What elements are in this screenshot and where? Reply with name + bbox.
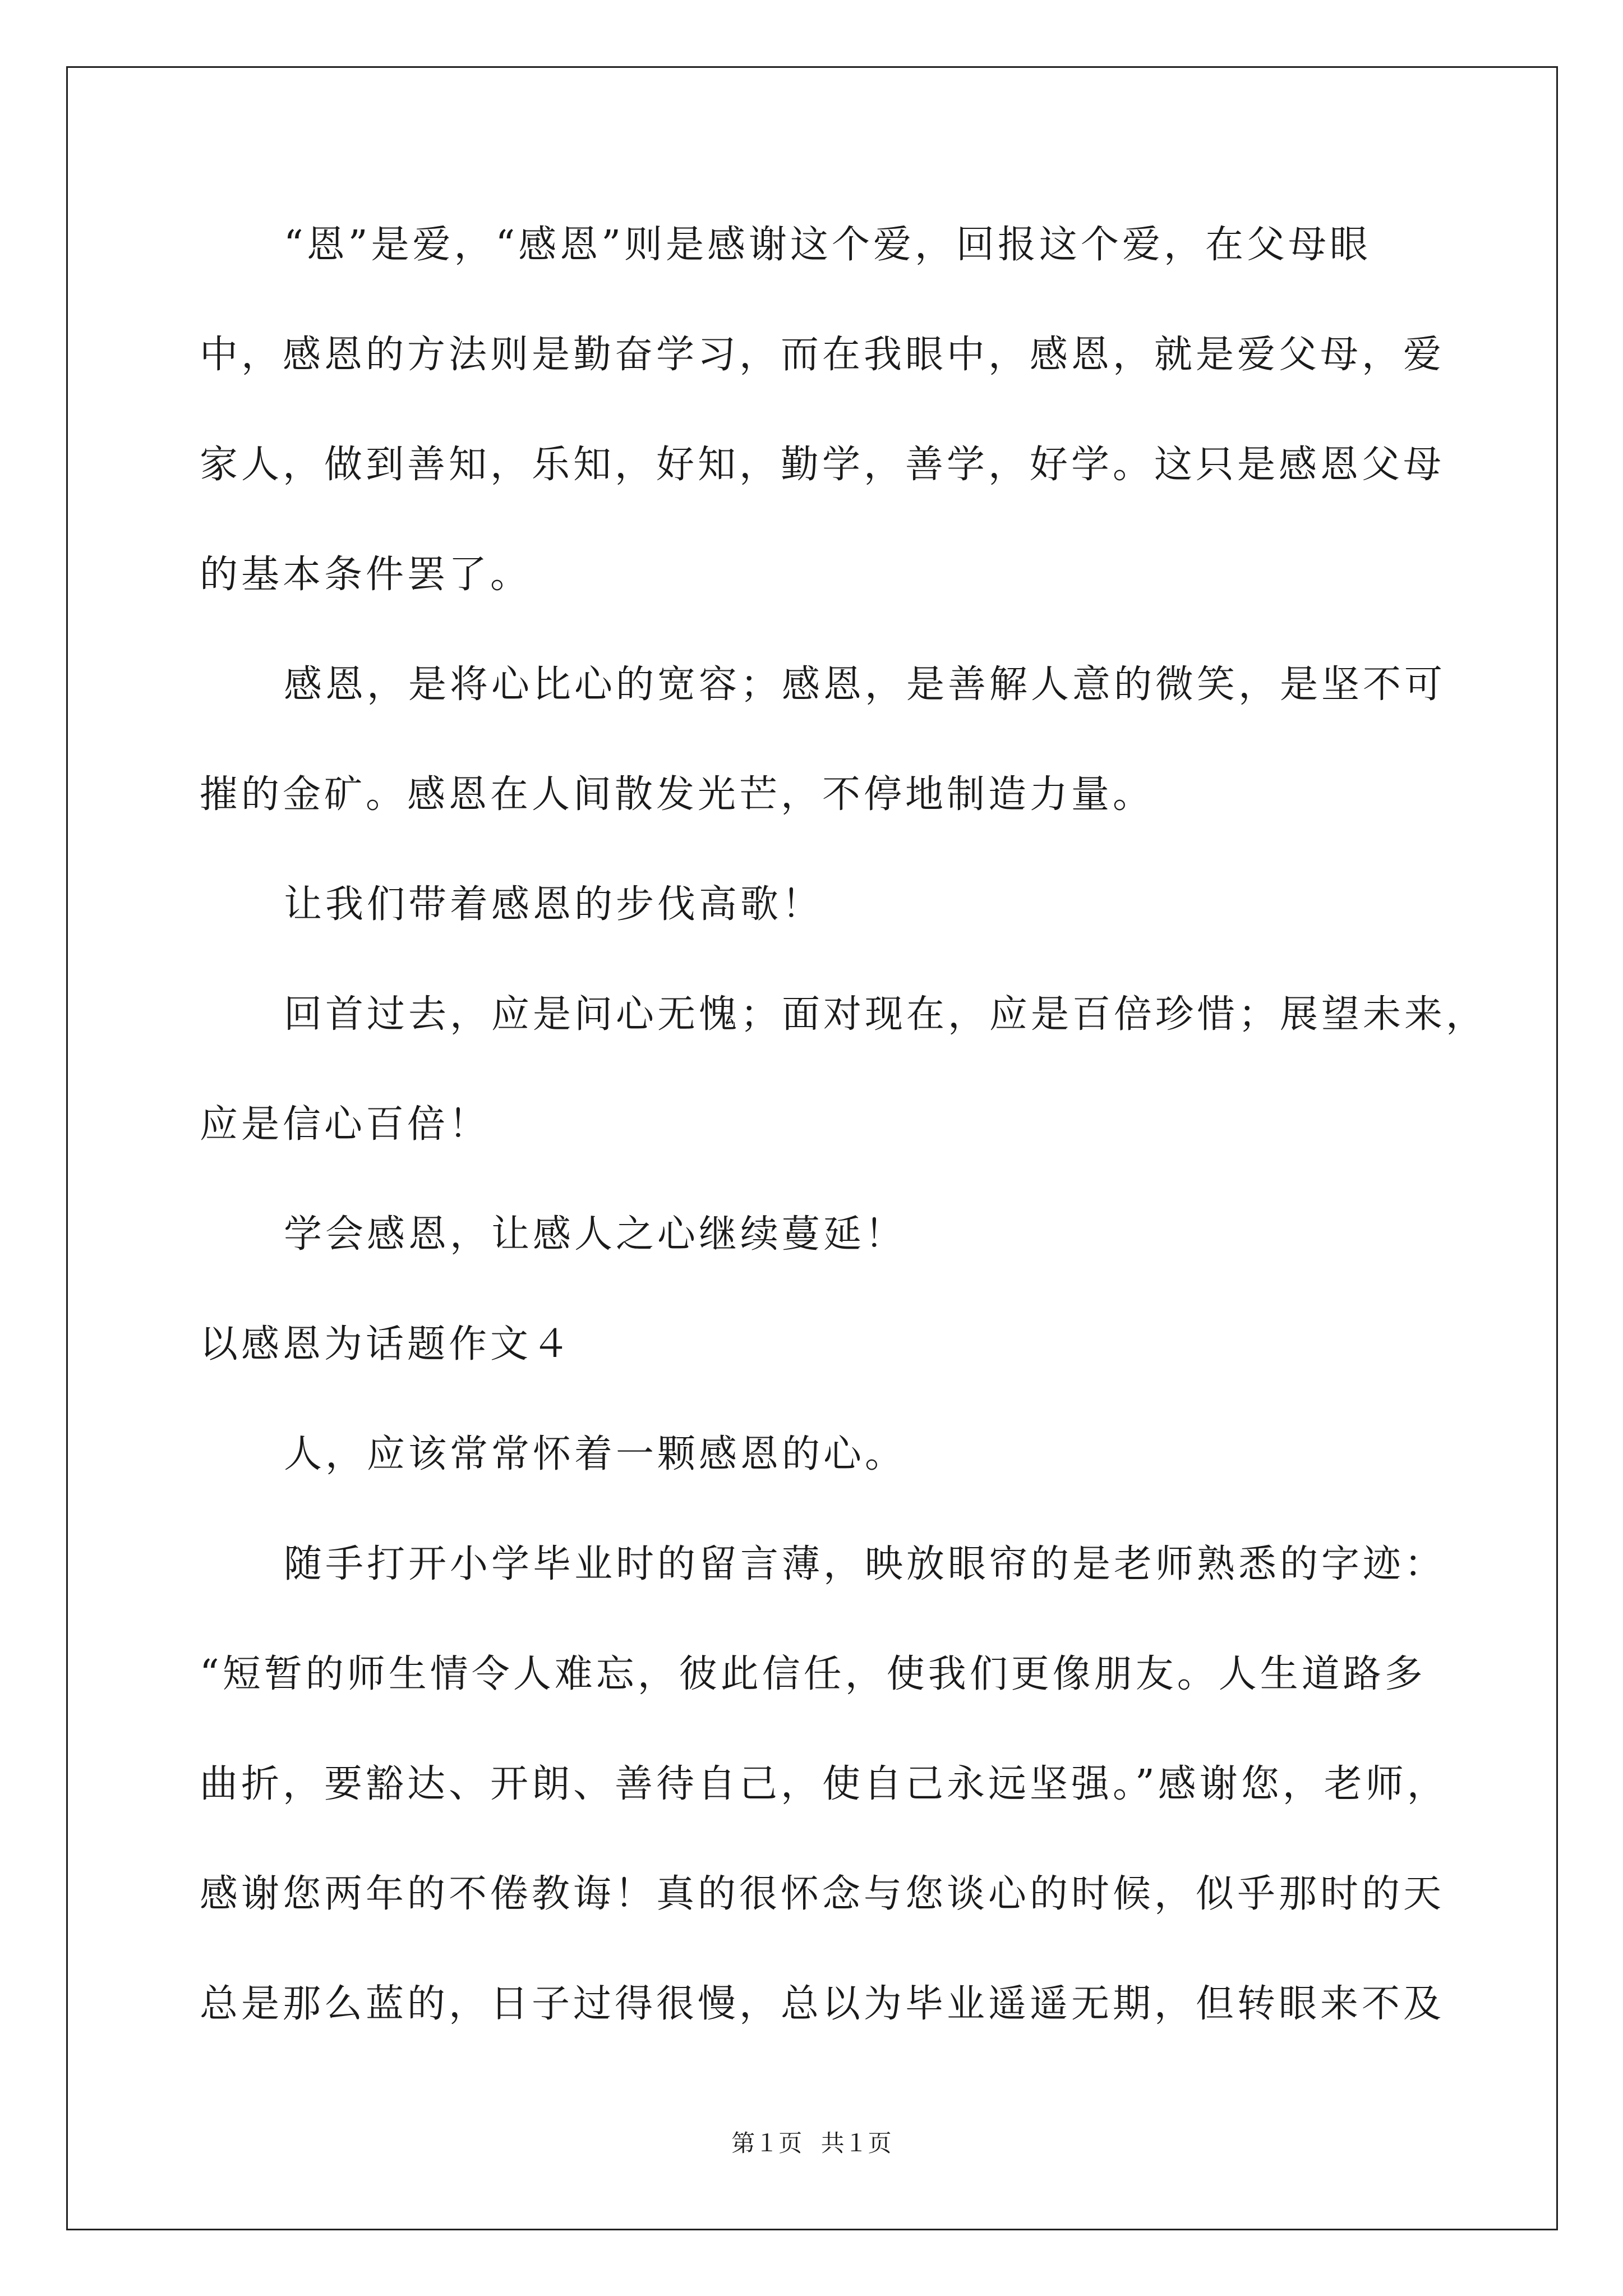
page-total: 共１页	[820, 2129, 892, 2157]
paragraph-line: 人，应该常常怀着一颗感恩的心。	[284, 1432, 907, 1476]
paragraph-line: “恩”是爱，“感恩”则是感谢这个爱，回报这个爱，在父母眼	[284, 223, 1372, 267]
paragraph-line: 摧的金矿。感恩在人间散发光芒，不停地制造力量。	[200, 772, 1155, 817]
page-number: 第１页	[731, 2129, 803, 2157]
paragraph-line: 随手打开小学毕业时的留言薄，映放眼帘的是老师熟悉的字迹：	[284, 1542, 1446, 1586]
paragraph-line: “短暂的师生情令人难忘，彼此信任，使我们更像朋友。人生道路多	[200, 1652, 1426, 1696]
paragraph-line: 学会感恩，让感人之心继续蔓延！	[284, 1212, 907, 1257]
paragraph-line: 家人，做到善知，乐知，好知，勤学，善学，好学。这只是感恩父母	[200, 443, 1445, 487]
paragraph-line: 的基本条件罢了。	[200, 553, 532, 597]
paragraph-line: 让我们带着感恩的步伐高歌！	[284, 882, 824, 927]
paragraph-line: 回首过去，应是问心无愧；面对现在，应是百倍珍惜；展望未来，	[284, 992, 1488, 1037]
paragraph-line: 总是那么蓝的，日子过得很慢，总以为毕业遥遥无期，但转眼来不及	[200, 1982, 1445, 2026]
paragraph-line: 应是信心百倍！	[200, 1102, 491, 1147]
paragraph-line: 曲折，要豁达、开朗、善待自己，使自己永远坚强。”感谢您，老师，	[200, 1762, 1449, 1806]
paragraph-line: 中，感恩的方法则是勤奋学习，而在我眼中，感恩，就是爱父母，爱	[200, 333, 1445, 377]
page-footer	[0, 2129, 1623, 2158]
paragraph-line: 感恩，是将心比心的宽容；感恩，是善解人意的微笑，是坚不可	[284, 662, 1446, 707]
paragraph-line: 感谢您两年的不倦教诲！真的很怀念与您谈心的时候，似乎那时的天	[200, 1872, 1445, 1916]
section-heading: 以感恩为话题作文４	[200, 1322, 574, 1366]
